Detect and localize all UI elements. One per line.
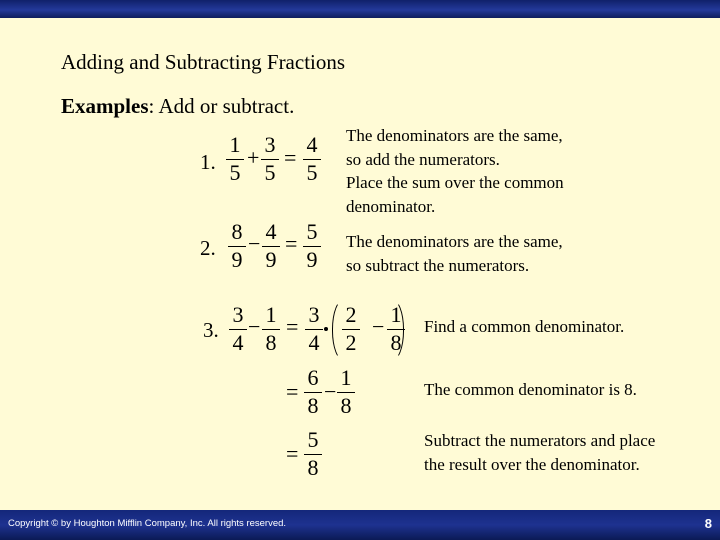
- operator: −: [248, 231, 261, 256]
- examples-label: Examples: [61, 94, 149, 118]
- note-problem-2: The denominators are the same, so subtract the numerators.: [346, 232, 563, 275]
- operator: +: [247, 145, 260, 170]
- fraction: 3 5: [258, 133, 282, 185]
- fraction: 2 2: [339, 303, 363, 355]
- fraction: 5 9: [300, 220, 324, 272]
- fraction: 3 4: [302, 303, 326, 355]
- operator: =: [285, 231, 298, 256]
- note-problem-3-step-1: Find a common denominator.: [424, 317, 625, 336]
- fraction: 4 9: [259, 220, 283, 272]
- note-problem-3-step-2: The common denominator is 8.: [424, 380, 637, 399]
- fraction: 3 4: [226, 303, 250, 355]
- operator: =: [286, 314, 299, 339]
- fraction: 8 9: [225, 220, 249, 272]
- fraction: 1 8: [334, 366, 358, 418]
- slide-title: Adding and Subtracting Fractions: [61, 50, 346, 74]
- examples-text: : Add or subtract.: [148, 94, 295, 118]
- operator: =: [286, 379, 299, 404]
- fraction: 1 8: [259, 303, 283, 355]
- fraction: 4 5: [300, 133, 324, 185]
- examples-heading: [61, 94, 294, 119]
- problem-2-label: 2.: [200, 236, 216, 260]
- problem-3-label: 3.: [203, 318, 219, 342]
- note-problem-3-step-3: Subtract the numerators and place the result over the denominator.: [424, 431, 656, 474]
- top-title-bar: [0, 0, 720, 18]
- multiplication-dot: [324, 327, 328, 331]
- operator: −: [372, 314, 385, 339]
- page-number: 8: [704, 516, 712, 531]
- fraction: 6 8: [301, 366, 325, 418]
- fraction: 1 5: [223, 133, 247, 185]
- copyright-text: Copyright © by Houghton Mifflin Company, Inc. All rights reserved.: [8, 518, 287, 529]
- note-problem-1: The denominators are the same, so add the numerators. Place the sum over the common denominator.: [346, 126, 564, 216]
- operator: =: [284, 145, 297, 170]
- operator: −: [324, 379, 337, 404]
- fraction: 1 8: [384, 303, 408, 355]
- operator: −: [248, 314, 261, 339]
- problem-1-label: 1.: [200, 150, 216, 174]
- fraction: 5 8: [301, 428, 325, 480]
- operator: =: [286, 441, 299, 466]
